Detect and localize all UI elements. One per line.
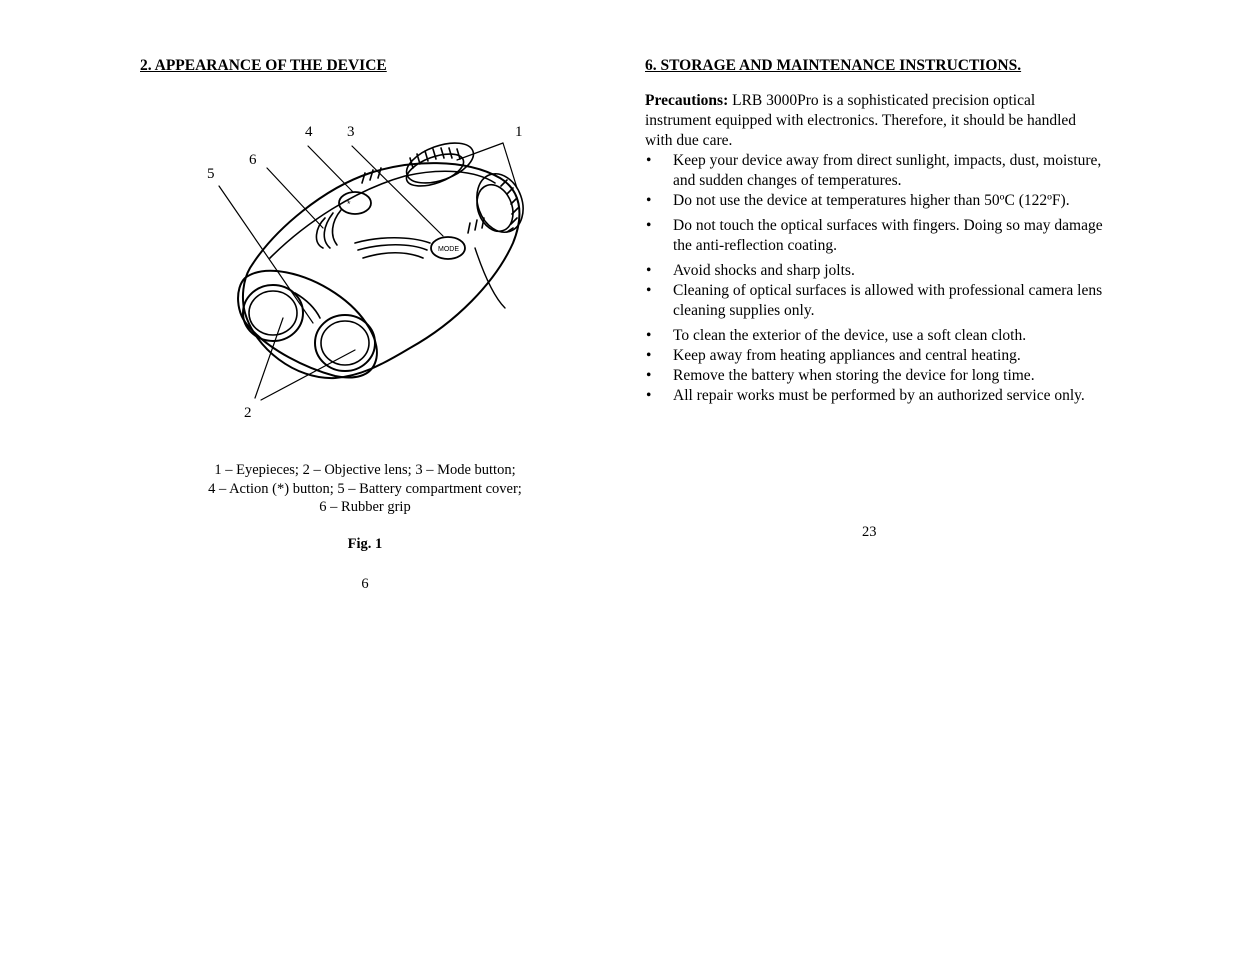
rangefinder-illustration-icon <box>195 118 545 428</box>
list-item-text: Keep away from heating appliances and central heating. <box>673 347 1021 364</box>
callout-5: 5 <box>207 166 215 182</box>
precautions-paragraph <box>645 91 1100 151</box>
list-item <box>645 386 1105 406</box>
list-item-text: Do not use the device at temperatures higher than 50ºC (122ºF). <box>673 192 1070 209</box>
device-figure <box>195 118 545 428</box>
section-heading-appearance: 2. APPEARANCE OF THE DEVICE <box>140 57 387 74</box>
list-item <box>645 366 1105 386</box>
list-item-text: All repair works must be performed by an authorized service only. <box>673 387 1085 404</box>
bullet-icon: • <box>646 367 652 384</box>
svg-text:MODE: MODE <box>438 246 459 253</box>
list-item <box>645 326 1105 346</box>
bullet-icon: • <box>646 152 652 169</box>
precautions-lead: Precautions: <box>645 92 729 109</box>
section-heading-storage: 6. STORAGE AND MAINTENANCE INSTRUCTIONS. <box>645 57 1022 74</box>
bullet-icon: • <box>646 347 652 364</box>
page-number-left: 6 <box>361 576 369 592</box>
list-item-text: Keep your device away from direct sunlight, impacts, dust, moisture, and sudden changes of temperatures. <box>673 152 1102 189</box>
bullet-icon: • <box>646 262 652 279</box>
list-item-text: To clean the exterior of the device, use a soft clean cloth. <box>673 327 1027 344</box>
list-item-text: Cleaning of optical surfaces is allowed with professional camera lens cleaning supplies only. <box>673 282 1103 319</box>
figure-label: Fig. 1 <box>347 536 383 552</box>
bullet-icon: • <box>646 327 652 344</box>
precautions-text: LRB 3000Pro is a sophisticated precision optical instrument equipped with electronics. Therefore, it should be handled with due care. <box>645 92 1077 149</box>
callout-6: 6 <box>249 152 257 168</box>
list-item-text: Avoid shocks and sharp jolts. <box>673 262 855 279</box>
list-item <box>645 191 1105 211</box>
bullet-icon: • <box>646 192 652 209</box>
callout-3: 3 <box>347 124 355 140</box>
svg-text:*: * <box>347 199 351 209</box>
list-item-text: Remove the battery when storing the device for long time. <box>673 367 1035 384</box>
caption-line: 1 – Eyepieces; 2 – Objective lens; 3 – Mode button; <box>214 462 516 478</box>
maintenance-list <box>645 151 1105 406</box>
list-item <box>645 261 1105 281</box>
bullet-icon: • <box>646 387 652 404</box>
bullet-icon: • <box>646 282 652 299</box>
caption-line: 4 – Action (*) button; 5 – Battery compartment cover; <box>208 480 522 497</box>
list-item <box>645 281 1105 321</box>
callout-4: 4 <box>305 124 313 140</box>
list-item <box>645 346 1105 366</box>
page-number-right: 23 <box>862 524 877 540</box>
list-item <box>645 151 1105 191</box>
callout-1: 1 <box>515 124 523 140</box>
callout-2: 2 <box>244 405 252 421</box>
caption-line: 6 – Rubber grip <box>319 499 411 515</box>
list-item <box>645 216 1105 256</box>
list-item-text: Do not touch the optical surfaces with fingers. Doing so may damage the anti-reflection coating. <box>673 217 1103 254</box>
figure-caption <box>140 461 590 517</box>
bullet-icon: • <box>646 217 652 234</box>
